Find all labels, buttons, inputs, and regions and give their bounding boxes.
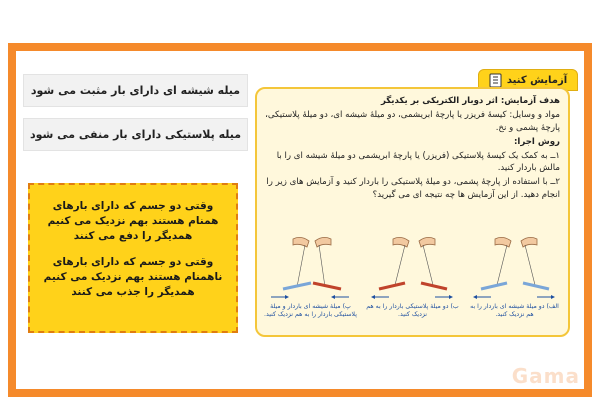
experiment-panel <box>255 87 570 337</box>
negative-charge-label: میله پلاستیکی دارای بار منفی می شود <box>23 118 248 151</box>
positive-charge-label: میله شیشه ای دارای بار مثبت می شود <box>23 74 248 107</box>
figure-two-plastic <box>365 233 460 331</box>
test-tube-icon <box>489 73 502 88</box>
method-title: روش اجرا: <box>513 136 560 147</box>
method-step-2: ۲ــ با استفاده از پارچهٔ پشمی، دو میلهٔ پلاستیکی را باردار کنید و آزمایش های زیر را انجام دهید. از این آزمایش ها چه نتیجه ای می گیرید؟ <box>266 177 560 201</box>
watermark-logo: Gama <box>511 364 580 388</box>
method-step-1: ۱ــ به کمک یک کیسهٔ پلاستیکی (فریزر) یا پارچهٔ ابریشمی دو میلهٔ شیشه ای را با مالش باردار کنید. <box>276 150 560 174</box>
figure-caption: الف) دو میلهٔ شیشه ای باردار را به هم نزدیک کنید. <box>470 303 559 319</box>
attract-illustration <box>263 233 358 303</box>
experiment-figures <box>263 233 562 331</box>
figure-glass-plastic <box>263 233 358 331</box>
figure-two-glass <box>467 233 562 331</box>
conclusion-callout <box>28 183 238 333</box>
experiment-materials: مواد و وسایل: کیسهٔ فریزر یا پارچهٔ ابریشمی، دو میلهٔ شیشه ای، دو میلهٔ پلاستیکی، پارچهٔ پشمی و نخ. <box>265 109 560 133</box>
figure-caption: پ) میلهٔ شیشه ای باردار و میلهٔ پلاستیکی باردار را به هم نزدیک کنید. <box>264 303 357 319</box>
like-charges-text: وقتی دو جسم که دارای بارهای همنام هستند بهم نزدیک می کنیم همدیگر را دفع می کنند <box>47 200 219 243</box>
repel-glass-illustration <box>467 233 562 303</box>
unlike-charges-text: وقتی دو جسم که دارای بارهای ناهمنام هستند بهم نزدیک می کنیم همدیگر را جذب می کنند <box>43 255 223 299</box>
repel-plastic-illustration <box>365 233 460 303</box>
experiment-goal: هدف آزمایش: اثر دوبار الکتریکی بر یکدیگر <box>380 96 560 106</box>
experiment-tab-title: آزمایش کنید <box>506 74 568 86</box>
figure-caption: ب) دو میلهٔ پلاستیکی باردار را به هم نزدیک کنید. <box>366 303 459 319</box>
